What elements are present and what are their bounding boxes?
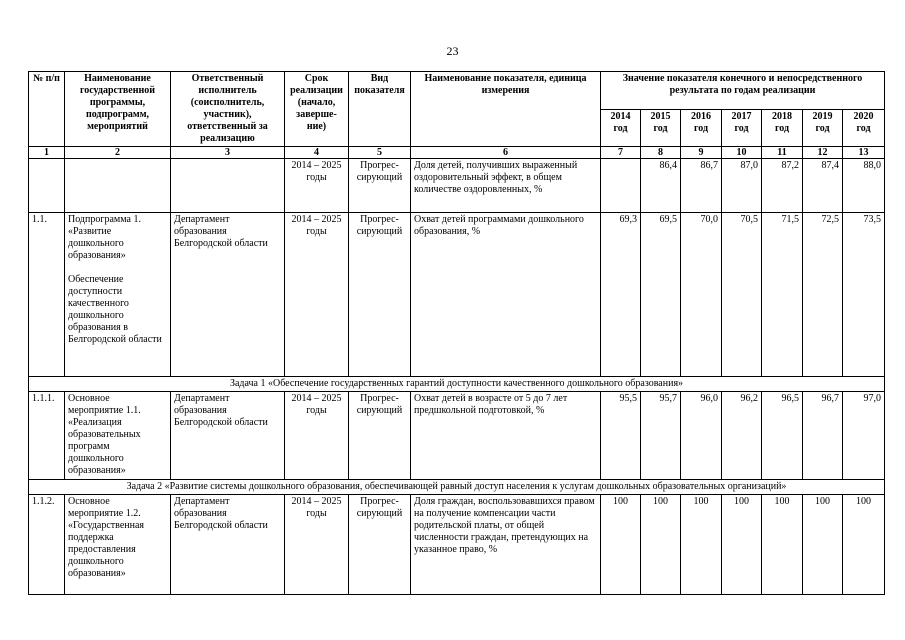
cell-value: 100 xyxy=(803,495,843,595)
column-number: 1 xyxy=(29,147,65,159)
header-values-group: Значение показателя конечного и непосредственного результата по годам реализации xyxy=(601,72,885,110)
header-year: 2017 год xyxy=(722,109,762,147)
column-number: 13 xyxy=(843,147,885,159)
cell-num: 1.1.1. xyxy=(29,392,65,480)
cell-num: 1.1.2. xyxy=(29,495,65,595)
cell-responsible: Департамент образования Белгородской области xyxy=(171,495,285,595)
cell-value: 69,3 xyxy=(601,213,641,377)
cell-value: 73,5 xyxy=(843,213,885,377)
header-term: Срок реализации (начало, заверше-ние) xyxy=(285,72,349,147)
cell-value: 87,0 xyxy=(722,159,762,213)
column-number: 4 xyxy=(285,147,349,159)
column-number: 10 xyxy=(722,147,762,159)
cell-value: 88,0 xyxy=(843,159,885,213)
header-name: Наименование государственной программы, подпрограмм, мероприятий xyxy=(65,72,171,147)
header-responsible: Ответственный исполнитель (соисполнитель, участник), ответственный за реализацию xyxy=(171,72,285,147)
cell-value: 86,4 xyxy=(641,159,681,213)
cell-name xyxy=(65,213,171,377)
task-2-title: Задача 2 «Развитие системы дошкольного образования, обеспечивающей равный доступ населения к услугам дошкольных образовательных организаций» xyxy=(29,480,885,495)
cell-value: 100 xyxy=(601,495,641,595)
indicators-table xyxy=(28,71,885,595)
cell-value: 96,0 xyxy=(681,392,722,480)
header-year: 2019 год xyxy=(803,109,843,147)
column-number: 12 xyxy=(803,147,843,159)
cell-value: 87,4 xyxy=(803,159,843,213)
header-year: 2014 год xyxy=(601,109,641,147)
cell-indicator-type: Прогрес-сирующий xyxy=(349,392,411,480)
cell-value: 96,2 xyxy=(722,392,762,480)
cell-indicator-type: Прогрес-сирующий xyxy=(349,213,411,377)
cell-value: 87,2 xyxy=(762,159,803,213)
header-year: 2018 год xyxy=(762,109,803,147)
cell-name: Основное мероприятие 1.2. «Государственная поддержка предоставления дошкольного образования» xyxy=(65,495,171,595)
column-number: 9 xyxy=(681,147,722,159)
header-row xyxy=(29,72,885,110)
header-year: 2020 год xyxy=(843,109,885,147)
table-row xyxy=(29,392,885,480)
header-indicator-name: Наименование показателя, единица измерения xyxy=(411,72,601,147)
task-row xyxy=(29,377,885,392)
cell-num xyxy=(29,159,65,213)
cell-value: 70,5 xyxy=(722,213,762,377)
table-row xyxy=(29,213,885,377)
column-numbers-row xyxy=(29,147,885,159)
column-number: 5 xyxy=(349,147,411,159)
cell-responsible: Департамент образования Белгородской области xyxy=(171,392,285,480)
cell-name: Основное мероприятие 1.1. «Реализация образовательных программ дошкольного образования» xyxy=(65,392,171,480)
cell-indicator-name: Доля детей, получивших выраженный оздоровительный эффект, в общем количестве оздоровленных, % xyxy=(411,159,601,213)
column-number: 2 xyxy=(65,147,171,159)
cell-indicator-type: Прогрес-сирующий xyxy=(349,159,411,213)
column-number: 8 xyxy=(641,147,681,159)
cell-value: 97,0 xyxy=(843,392,885,480)
cell-term: 2014 – 2025 годы xyxy=(285,392,349,480)
cell-value xyxy=(601,159,641,213)
column-number: 11 xyxy=(762,147,803,159)
cell-responsible xyxy=(171,159,285,213)
cell-value: 70,0 xyxy=(681,213,722,377)
cell-value: 96,5 xyxy=(762,392,803,480)
cell-value: 95,7 xyxy=(641,392,681,480)
cell-indicator-name: Доля граждан, воспользовавшихся правом на получение компенсации части родительской платы, от общей численности граждан, претендующих на указанное право, % xyxy=(411,495,601,595)
column-number: 6 xyxy=(411,147,601,159)
task-row xyxy=(29,480,885,495)
cell-value: 100 xyxy=(722,495,762,595)
cell-responsible: Департамент образования Белгородской области xyxy=(171,213,285,377)
header-num: № п/п xyxy=(29,72,65,147)
column-number: 3 xyxy=(171,147,285,159)
cell-name xyxy=(65,159,171,213)
cell-indicator-type: Прогрес-сирующий xyxy=(349,495,411,595)
task-1-title: Задача 1 «Обеспечение государственных гарантий доступности качественного дошкольного образования» xyxy=(29,377,885,392)
header-indicator-type: Вид показателя xyxy=(349,72,411,147)
cell-value: 72,5 xyxy=(803,213,843,377)
cell-value: 100 xyxy=(641,495,681,595)
cell-value: 71,5 xyxy=(762,213,803,377)
cell-term: 2014 – 2025 годы xyxy=(285,159,349,213)
cell-indicator-name: Охват детей в возрасте от 5 до 7 лет предшкольной подготовкой, % xyxy=(411,392,601,480)
cell-value: 95,5 xyxy=(601,392,641,480)
cell-term: 2014 – 2025 годы xyxy=(285,495,349,595)
cell-num: 1.1. xyxy=(29,213,65,377)
subprogram-title: Подпрограмма 1. «Развитие дошкольного образования» xyxy=(68,214,141,261)
cell-value: 86,7 xyxy=(681,159,722,213)
header-year: 2016 год xyxy=(681,109,722,147)
cell-value: 100 xyxy=(762,495,803,595)
table-row xyxy=(29,159,885,213)
page-number: 23 xyxy=(446,44,459,58)
header-year: 2015 год xyxy=(641,109,681,147)
cell-value: 96,7 xyxy=(803,392,843,480)
cell-term: 2014 – 2025 годы xyxy=(285,213,349,377)
cell-indicator-name: Охват детей программами дошкольного образования, % xyxy=(411,213,601,377)
cell-value: 100 xyxy=(843,495,885,595)
cell-value: 69,5 xyxy=(641,213,681,377)
subprogram-goal: Обеспечение доступности качественного дошкольного образования в Белгородской области xyxy=(68,274,162,345)
table-row xyxy=(29,495,885,595)
cell-value: 100 xyxy=(681,495,722,595)
column-number: 7 xyxy=(601,147,641,159)
